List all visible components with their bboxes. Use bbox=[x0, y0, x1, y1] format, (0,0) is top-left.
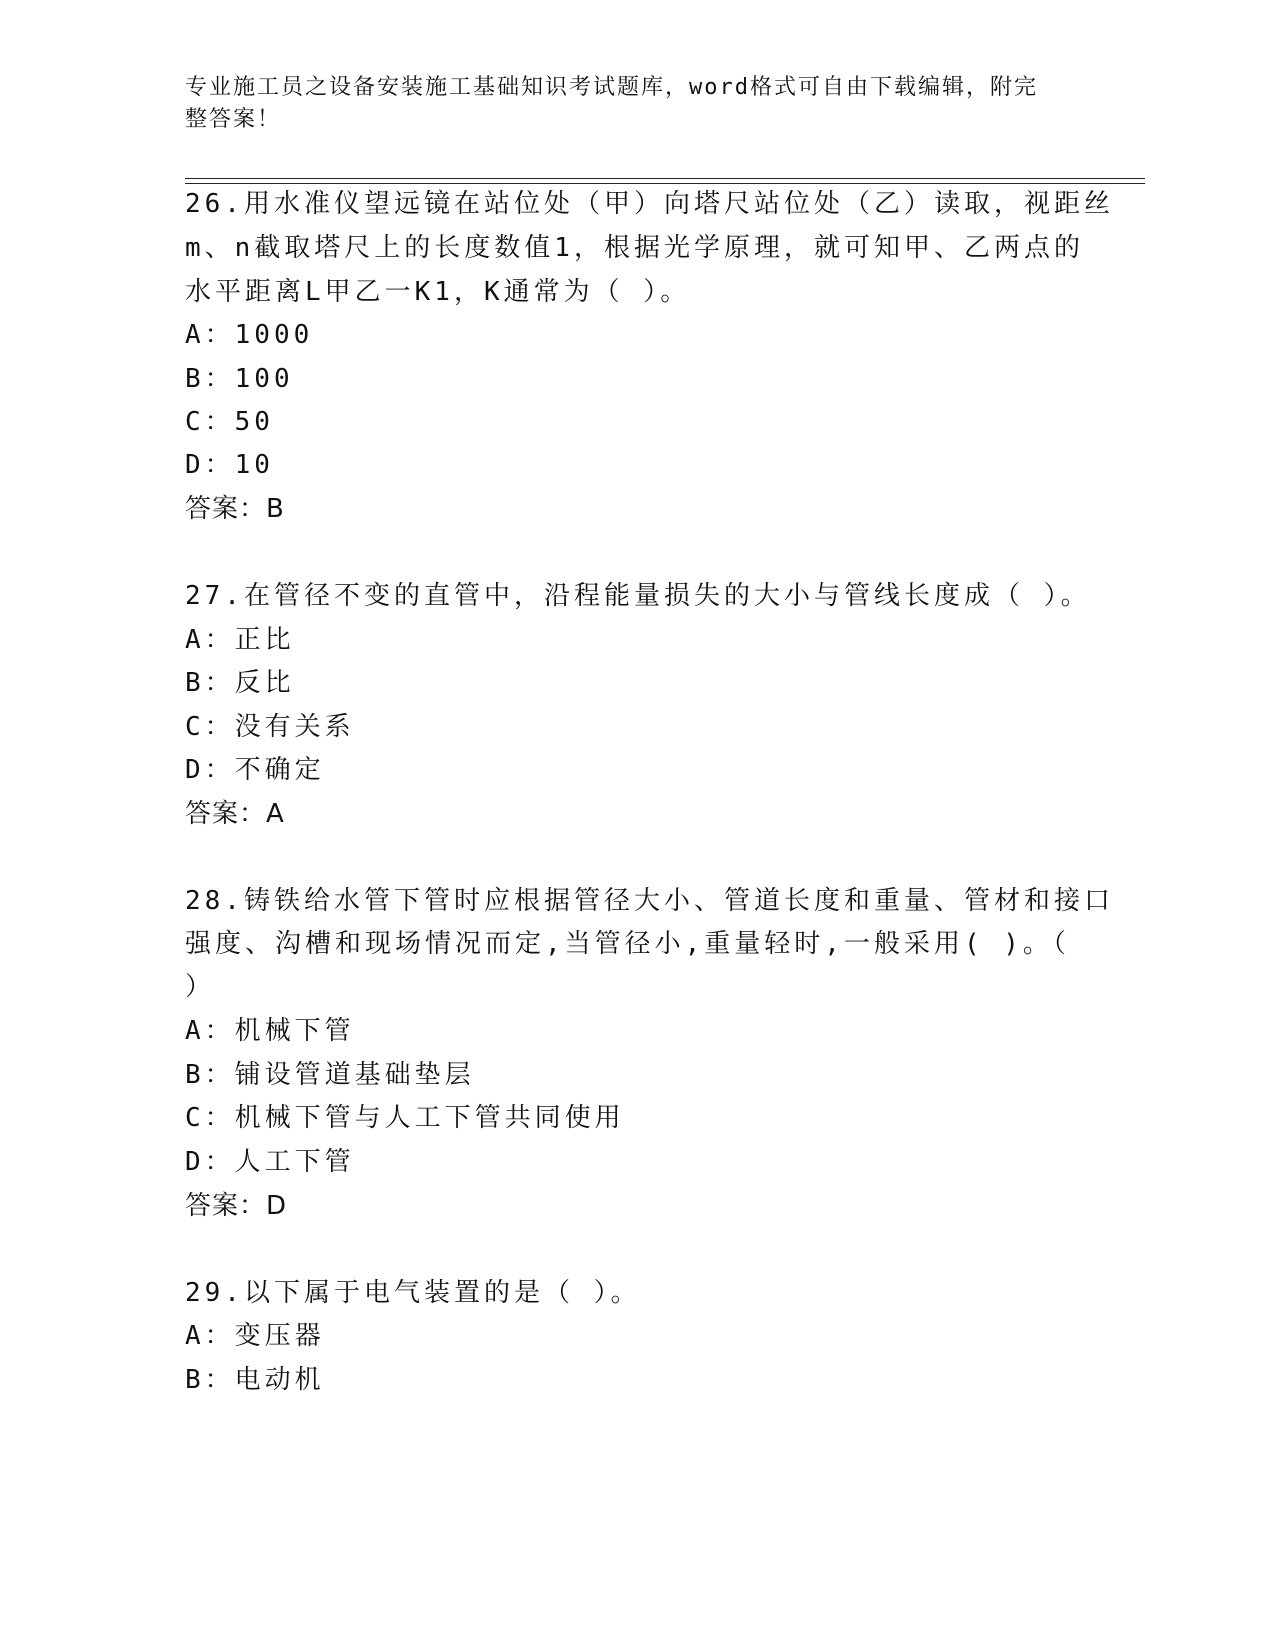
question-stem-line: m、n截取塔尺上的长度数值1，根据光学原理，就可知甲、乙两点的 bbox=[185, 233, 1084, 263]
question-stem-line: ） bbox=[185, 972, 216, 1002]
option-c: C：50 bbox=[185, 407, 274, 437]
question-stem-line: 28.铸铁给水管下管时应根据管径大小、管道长度和重量、管材和接口 bbox=[185, 886, 1114, 916]
question-stem-line: 27.在管径不变的直管中，沿程能量损失的大小与管线长度成（ ）。 bbox=[185, 581, 1091, 611]
header-divider-top bbox=[185, 178, 1145, 179]
option-c: C：机械下管与人工下管共同使用 bbox=[185, 1103, 625, 1133]
option-c: C：没有关系 bbox=[185, 712, 355, 742]
option-a: A：正比 bbox=[185, 625, 295, 655]
answer: 答案：D bbox=[185, 1191, 288, 1221]
question-stem-line: 水平距离L甲乙一K1，K通常为（ ）。 bbox=[185, 277, 691, 307]
option-d: D：人工下管 bbox=[185, 1147, 355, 1177]
option-d: D：10 bbox=[185, 450, 274, 480]
title-line-1: 专业施工员之设备安装施工基础知识考试题库，word格式可自由下载编辑，附完 bbox=[185, 75, 1038, 100]
option-d: D：不确定 bbox=[185, 755, 325, 785]
question-stem-line: 26.用水准仪望远镜在站位处（甲）向塔尺站位处（乙）读取，视距丝 bbox=[185, 189, 1114, 219]
question-stem-line: 强度、沟槽和现场情况而定,当管径小,重量轻时,一般采用( )。（ bbox=[185, 929, 1070, 959]
option-a: A：机械下管 bbox=[185, 1016, 355, 1046]
option-a: A：1000 bbox=[185, 320, 314, 350]
document-title bbox=[185, 72, 1065, 136]
option-b: B：铺设管道基础垫层 bbox=[185, 1060, 475, 1090]
question-stem-line: 29.以下属于电气装置的是（ ）。 bbox=[185, 1278, 641, 1308]
header-divider-bottom bbox=[185, 183, 1145, 184]
answer: 答案：A bbox=[185, 799, 285, 829]
option-b: B：反比 bbox=[185, 668, 295, 698]
option-b: B：电动机 bbox=[185, 1365, 325, 1395]
option-a: A：变压器 bbox=[185, 1321, 325, 1351]
answer: 答案：B bbox=[185, 494, 285, 524]
option-b: B：100 bbox=[185, 364, 294, 394]
title-line-2: 整答案！ bbox=[185, 107, 282, 132]
